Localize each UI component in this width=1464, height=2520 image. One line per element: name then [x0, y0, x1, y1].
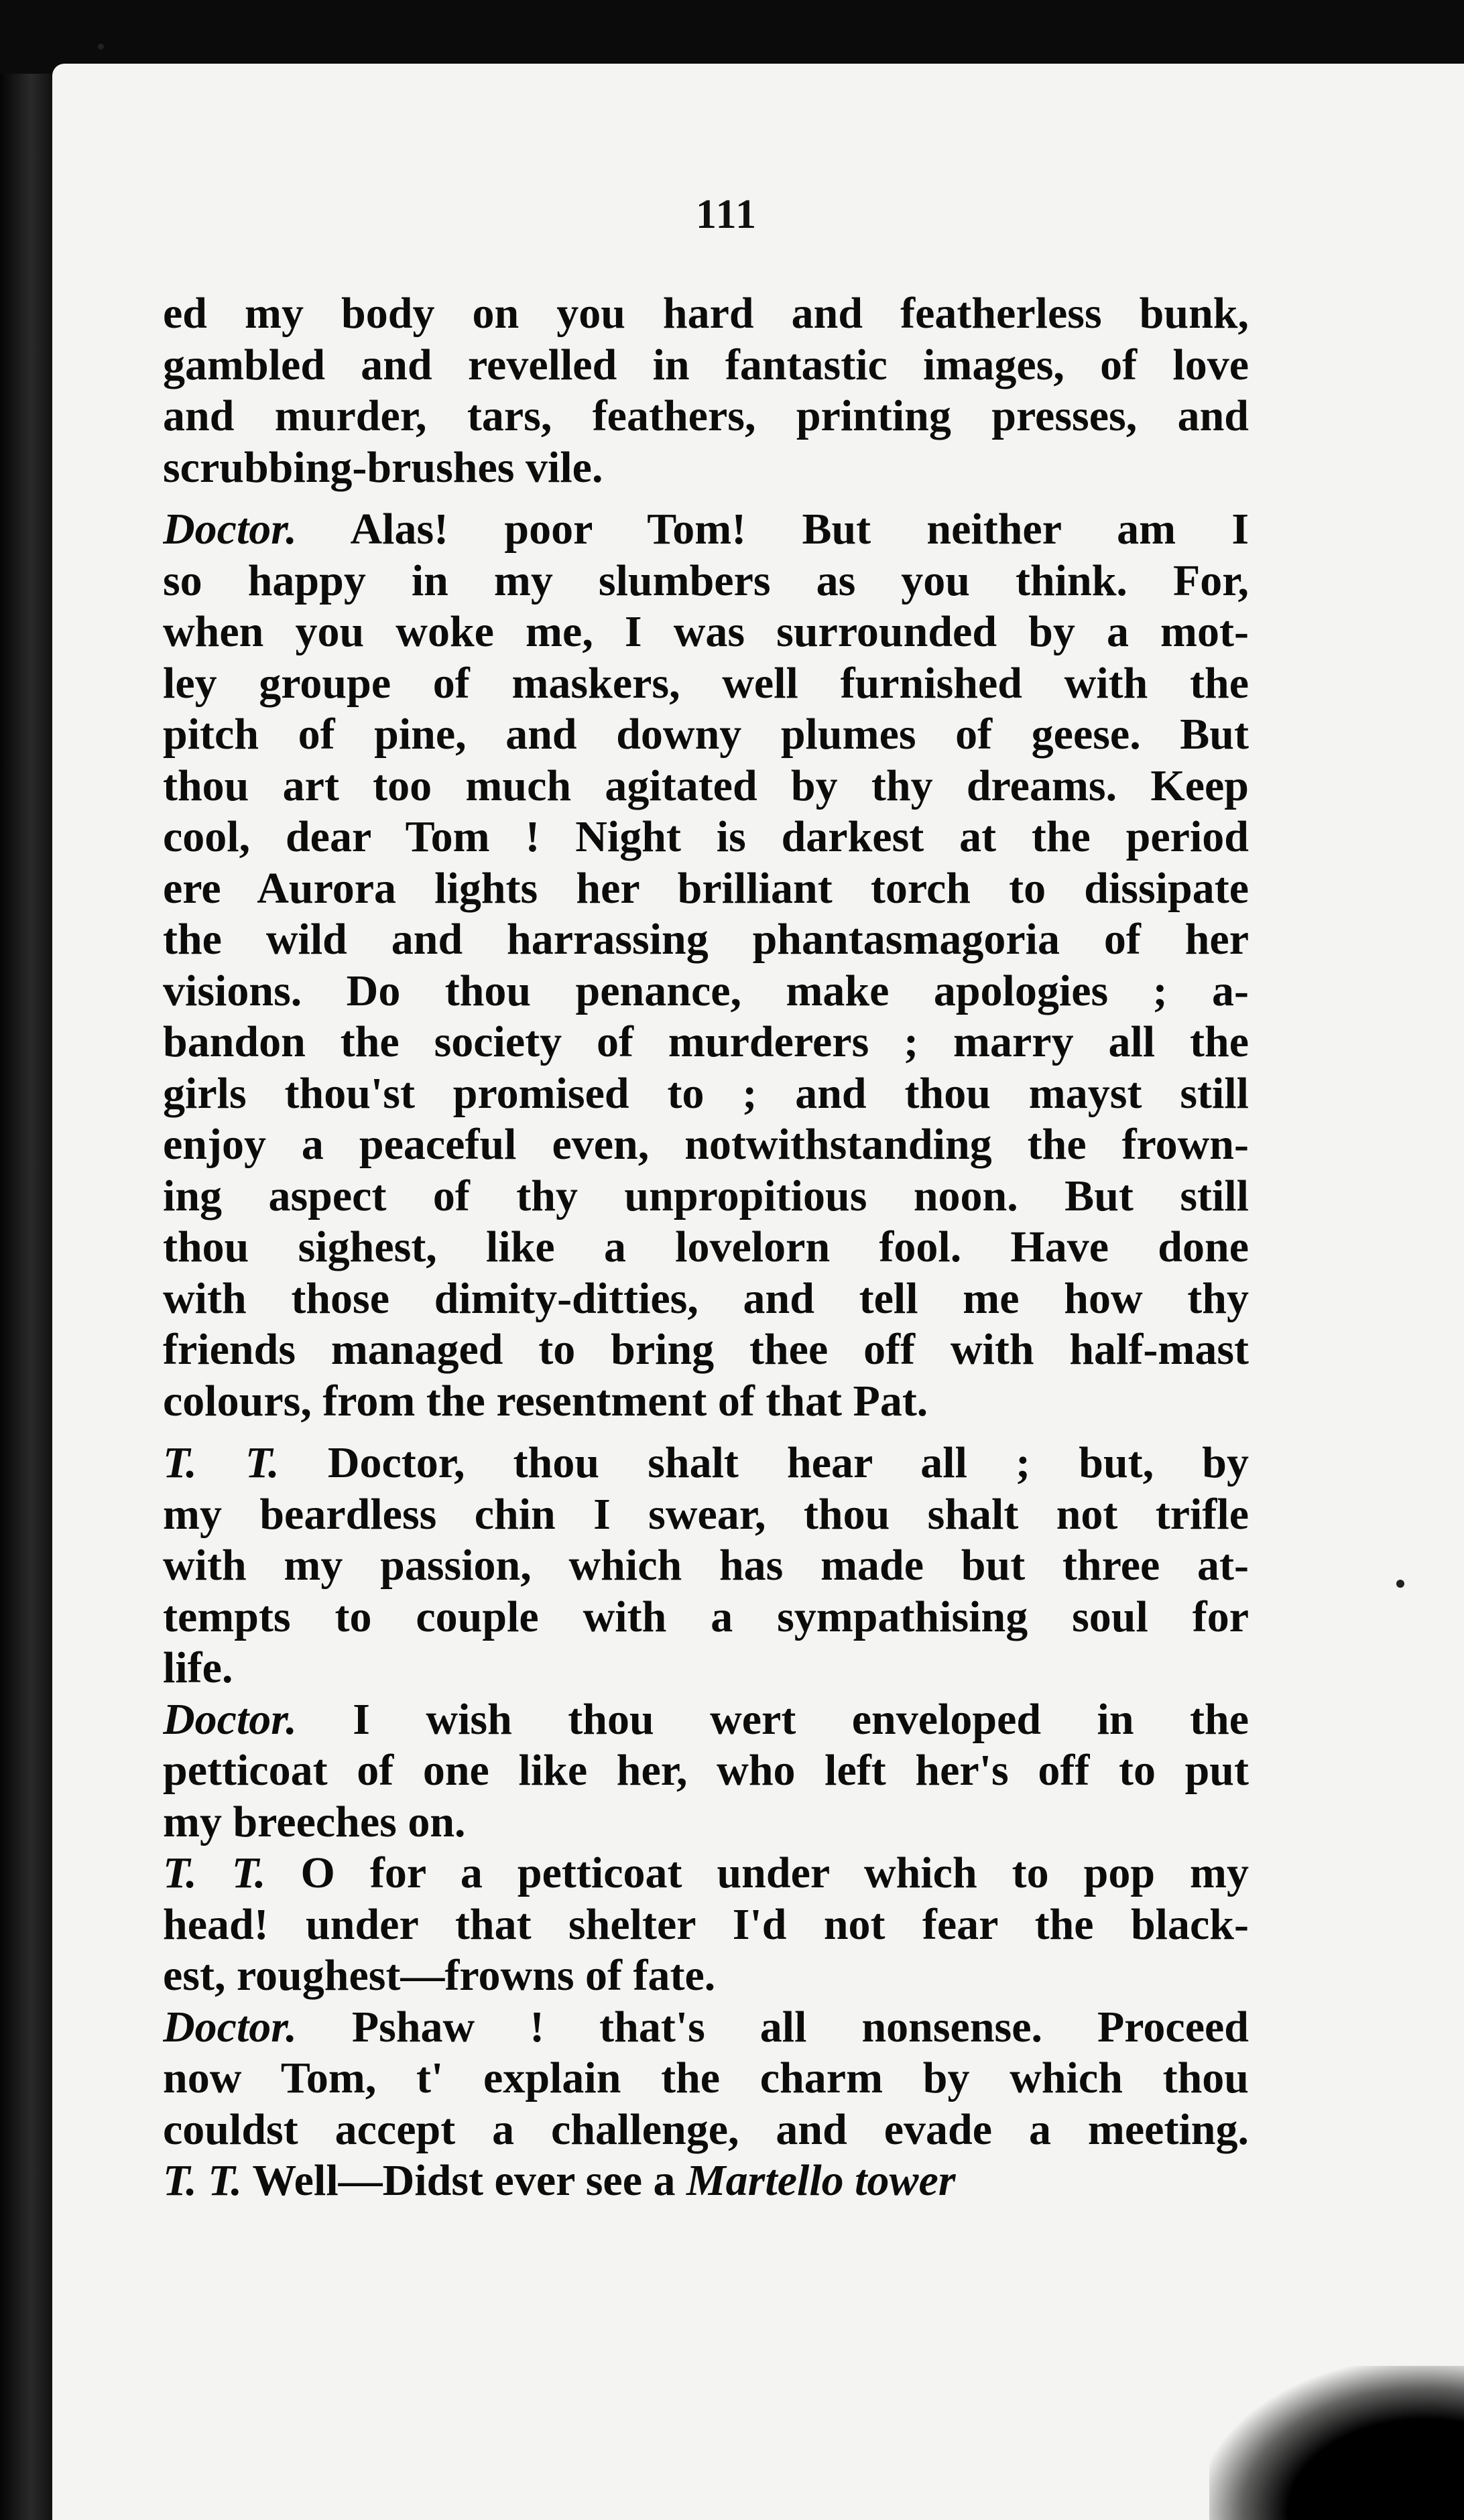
line-text: I wish thou wert enveloped in the	[353, 1694, 1249, 1744]
line-text: tempts to couple with a sympathising soul for	[163, 1592, 1249, 1641]
speaker-name: Doctor.	[163, 505, 297, 554]
line-text: so happy in my slumbers as you think. For,	[163, 556, 1249, 605]
line-text: bandon the society of murderers ; marry all the	[163, 1017, 1249, 1066]
line-text: Alas! poor Tom! But neither am I	[350, 505, 1249, 554]
text-line	[163, 442, 1249, 494]
line-text: ere Aurora lights her brilliant torch to dissipate	[163, 863, 1249, 913]
text-line	[163, 1376, 1249, 1428]
text-line	[163, 1950, 1249, 2002]
text-line	[163, 1273, 1249, 1325]
text-line	[163, 556, 1249, 607]
text-line	[163, 2104, 1249, 2156]
line-text: girls thou'st promised to ; and thou mayst still	[163, 1068, 1249, 1118]
page-number: 111	[696, 192, 758, 237]
text-line	[163, 709, 1249, 761]
text-line	[163, 1068, 1249, 1120]
line-text: visions. Do thou penance, make apologies ; a-	[163, 966, 1249, 1015]
line-text: with those dimity-ditties, and tell me how thy	[163, 1273, 1249, 1323]
line-text: pitch of pine, and downy plumes of geese. But	[163, 710, 1249, 759]
speaker-name: T. T.	[163, 1848, 266, 1897]
speaker-name: Doctor.	[163, 1694, 297, 1744]
line-text: head! under that shelter I'd not fear the black-	[163, 1899, 1249, 1949]
book-spine-shadow	[0, 74, 52, 2520]
text-line	[163, 658, 1249, 710]
text-line	[163, 2053, 1249, 2104]
paragraph-gap	[163, 493, 1249, 504]
line-text: ed my body on you hard and featherless bunk,	[163, 289, 1249, 338]
text-line	[163, 288, 1249, 340]
line-text: the wild and harrassing phantasmagoria of her	[163, 915, 1249, 964]
line-text: enjoy a peaceful even, notwithstanding the frown-	[163, 1120, 1249, 1169]
text-line	[163, 1438, 1249, 1489]
text-line	[163, 761, 1249, 812]
line-text: with my passion, which has made but three at-	[163, 1541, 1249, 1590]
text-line	[163, 1643, 1249, 1694]
speaker-name: T. T.	[163, 2156, 243, 2205]
line-text: Doctor, thou shalt hear all ; but, by	[327, 1438, 1249, 1487]
text-line	[163, 1899, 1249, 1951]
line-text: est, roughest—frowns of fate.	[163, 1951, 716, 2000]
italic-phrase: Martello tower	[686, 2156, 956, 2205]
text-line	[163, 1119, 1249, 1171]
line-text: Pshaw ! that's all nonsense. Proceed	[351, 2002, 1249, 2052]
text-line	[163, 2002, 1249, 2054]
line-text: scrubbing-brushes vile.	[163, 442, 603, 492]
text-line	[163, 812, 1249, 863]
text-line	[163, 1489, 1249, 1541]
line-text: and murder, tars, feathers, printing presses, and	[163, 391, 1249, 440]
line-text: friends managed to bring thee off with half-mast	[163, 1325, 1249, 1374]
ink-speck	[98, 44, 104, 50]
ink-blot-corner	[1209, 2366, 1464, 2520]
text-line	[163, 2155, 1249, 2207]
paragraph-gap	[163, 1427, 1249, 1438]
text-line	[163, 1848, 1249, 1899]
line-text: couldst accept a challenge, and evade a meeting.	[163, 2104, 1249, 2154]
line-text: my beardless chin I swear, thou shalt not trifle	[163, 1489, 1249, 1539]
text-line	[163, 1324, 1249, 1376]
ink-speck	[1396, 1580, 1404, 1588]
text-line	[163, 1592, 1249, 1643]
line-text: my breeches on.	[163, 1797, 466, 1846]
line-text: O for a petticoat under which to pop my	[300, 1848, 1249, 1897]
line-text: petticoat of one like her, who left her's off to put	[163, 1746, 1249, 1795]
text-line	[163, 504, 1249, 556]
text-line	[163, 1745, 1249, 1797]
line-text: ing aspect of thy unpropitious noon. But still	[163, 1171, 1249, 1220]
line-text: ley groupe of maskers, well furnished with the	[163, 658, 1249, 708]
line-text: when you woke me, I was surrounded by a mot-	[163, 607, 1249, 656]
line-text: cool, dear Tom ! Night is darkest at the period	[163, 812, 1249, 861]
text-line	[163, 914, 1249, 966]
page-text	[163, 288, 1249, 2207]
speaker-name: Doctor.	[163, 2002, 297, 2052]
text-line	[163, 391, 1249, 442]
text-line	[163, 1017, 1249, 1068]
text-line	[163, 1797, 1249, 1848]
line-text: thou sighest, like a lovelorn fool. Have done	[163, 1222, 1249, 1271]
text-line	[163, 607, 1249, 658]
line-text: now Tom, t' explain the charm by which thou	[163, 2054, 1249, 2102]
text-line	[163, 966, 1249, 1017]
text-line	[163, 1694, 1249, 1746]
line-text: gambled and revelled in fantastic images, of love	[163, 340, 1249, 389]
speaker-name: T. T.	[163, 1438, 280, 1487]
line-text: colours, from the resentment of that Pat.	[163, 1376, 928, 1426]
text-line	[163, 1540, 1249, 1592]
text-line	[163, 1222, 1249, 1273]
line-text: life.	[163, 1643, 233, 1692]
text-line	[163, 1171, 1249, 1222]
book-page	[52, 64, 1464, 2520]
text-line	[163, 340, 1249, 391]
text-line	[163, 863, 1249, 915]
line-text: Well—Didst ever see a	[252, 2156, 686, 2205]
line-text: thou art too much agitated by thy dreams. Keep	[163, 761, 1249, 810]
